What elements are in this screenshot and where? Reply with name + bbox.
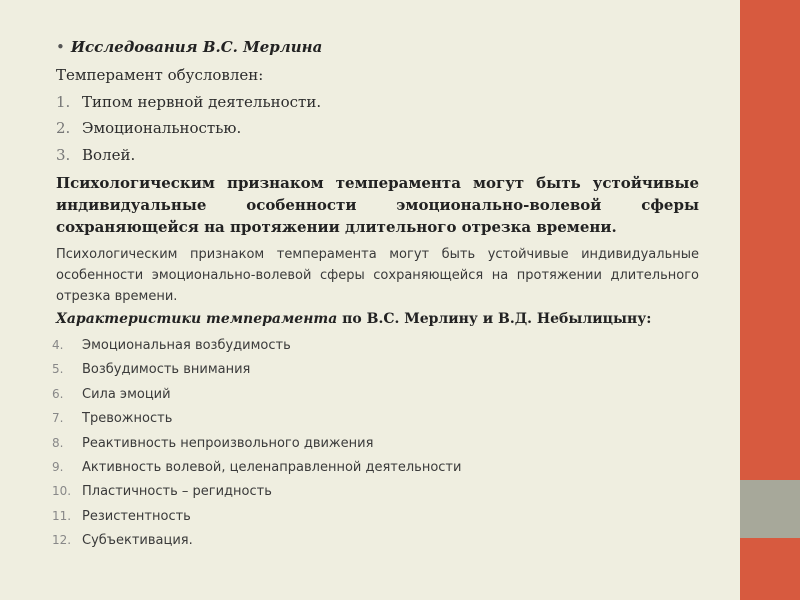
list2-item-text: Резистентность (82, 509, 191, 524)
list2-item-text: Субъективация. (82, 533, 193, 548)
list2-item (52, 484, 272, 499)
bold-paragraph: Психологическим признаком темперамента могут быть устойчивые индивидуальные особенности эмоционально-волевой сферы сохраняющейся на протяжении длительного отрезка времени. (56, 174, 699, 236)
list2-item (52, 509, 191, 524)
list2-item-number: 4. (52, 338, 64, 352)
intro-text: Темперамент обусловлен: (56, 66, 264, 84)
plain-paragraph: Психологическим признаком темперамента могут быть устойчивые индивидуальные особенности эмоционально-волевой сферы сохраняющейся на протяжении длительного отрезка времени. (56, 247, 699, 304)
list2-item (52, 338, 291, 353)
list2-item-number: 11. (52, 509, 72, 523)
list2-item (52, 533, 193, 548)
list1-item-number: 3. (56, 146, 71, 164)
subheading-colon: : (646, 311, 652, 327)
bullet-icon: • (56, 38, 65, 56)
list2-item-number: 5. (52, 362, 64, 376)
list1-item (56, 146, 135, 164)
accent-bar-gray (740, 480, 800, 538)
list1-item (56, 119, 241, 137)
list1-item (56, 93, 321, 111)
slide-heading (56, 38, 322, 56)
list2-item (52, 411, 172, 426)
list1-item-text: Типом нервной деятельности. (82, 93, 322, 111)
list2-item-number: 9. (52, 460, 64, 474)
list2-item-number: 10. (52, 484, 72, 498)
characteristics-subheading (56, 311, 651, 327)
list2-item (52, 436, 373, 451)
heading-text: Исследования В.С. Мерлина (70, 38, 323, 56)
list1-item-number: 1. (56, 93, 71, 111)
list2-item-text: Возбудимость внимания (82, 362, 251, 377)
list2-item-number: 8. (52, 436, 64, 450)
list2-item (52, 362, 250, 377)
list2-item-number: 12. (52, 533, 72, 547)
list1-item-number: 2. (56, 119, 71, 137)
list2-item-number: 6. (52, 387, 64, 401)
list2-item-text: Активность волевой, целенаправленной деятельности (82, 460, 462, 475)
list1-item-text: Эмоциональностью. (82, 119, 242, 137)
list2-item-text: Пластичность – регидность (82, 484, 272, 499)
list2-item-text: Тревожность (82, 411, 173, 426)
list2-item-text: Реактивность непроизвольного движения (82, 436, 374, 451)
list2-item-text: Эмоциональная возбудимость (82, 338, 291, 353)
subheading-italic: Характеристики темперамента (56, 311, 338, 327)
list1-item-text: Волей. (82, 146, 136, 164)
list2-item-number: 7. (52, 411, 64, 425)
list2-item (52, 387, 171, 402)
subheading-rest: по В.С. Мерлину и В.Д. Небылицыну (337, 311, 647, 327)
list2-item (52, 460, 461, 475)
list2-item-text: Сила эмоций (82, 387, 171, 402)
